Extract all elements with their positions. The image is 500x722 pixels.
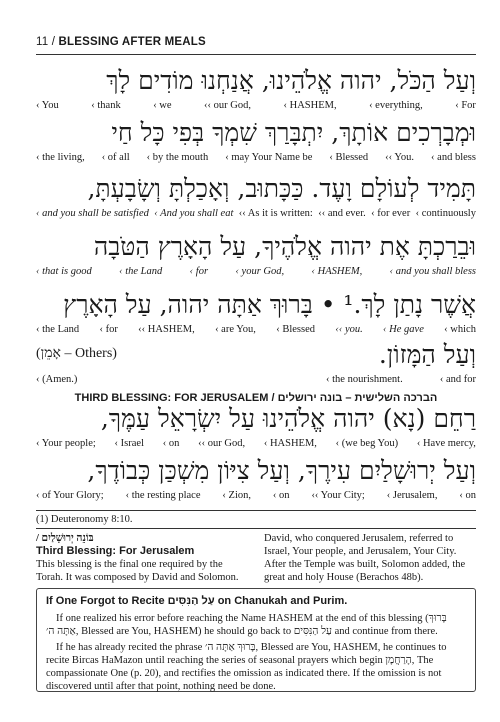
note-box-paragraph-2: If he has already recited the phrase בָּרוּךְ אַתָּה ה׳, Blessed are You, HASHEM, he continues to recite Bircas HaMazon until reaching the series of seasonal prayers which begin הָרַחֲמָן, The compassionate One (p. 20), and rectifies the omission as indicated there. If the omission is not discovered until after that point, nothing need be done. <box>46 642 447 692</box>
hebrew-line-3: תָּמִיד לְעוֹלָם וָעֶד. כַּכָּתוּב, וְאָכַלְתָּ וְשָׂבָעְתָּ, <box>87 174 476 203</box>
page-number: 11 / <box>36 36 56 48</box>
hebrew-line-8: וְעַל יְרוּשָׁלַיִם עִירֶךָ, וְעַל צִיּוֹן מִשְׁכַּן כְּבוֹדֶךָ, <box>87 456 476 485</box>
note-box-title: If One Forgot to Recite עַל הַנִּסִּים on Chanukah and Purim. <box>46 595 348 607</box>
hebrew-line-7: רַחֵם (נָא) יהוה אֱלֹהֵינוּ עַל יִשְׂרָאֵל עַמֶּךָ, <box>100 404 476 433</box>
header-rule <box>36 54 476 55</box>
gloss-line-2: ‹ the living, ‹ of all ‹ by the mouth ‹ may Your Name be ‹ Blessed ‹‹ You. ‹ and bless <box>36 152 476 163</box>
gloss-line-8: ‹ of Your Glory; ‹ the resting place ‹ Zion, ‹ on ‹‹ Your City; ‹ Jerusalem, ‹ on <box>36 490 476 501</box>
hebrew-line-5: אֲשֶׁר נָתַן לָךְ.¹ • בָּרוּךְ אַתָּה יהוה, עַל הָאָרֶץ <box>63 290 476 319</box>
gloss-line-6: ‹ the nourishment. ‹ and for <box>326 374 476 385</box>
commentary-right-text: David, who conquered Jerusalem, referred to Israel, Your people, and Jerusalem, Your City. After the Temple was built, Solomon added, the great and holy House (Berachos 48b). <box>264 533 466 583</box>
hebrew-line-2: וּמְבָרְכִים אוֹתָךְ, יִתְבָּרַךְ שִׁמְךָ בְּפִי כָּל חַי <box>111 118 476 147</box>
section-heading-en: THIRD BLESSING: FOR JERUSALEM / <box>74 392 275 404</box>
amen-response: (אָמֵן – Others) <box>36 346 117 361</box>
gloss-line-1: ‹ You ‹ thank ‹ we ‹‹ our God, ‹ HASHEM, ‹ everything, ‹ For <box>36 100 476 111</box>
section-heading <box>36 392 476 404</box>
footnote-rule <box>36 510 476 511</box>
gloss-line-5: ‹ the Land ‹ for ‹‹ HASHEM, ‹ are You, ‹ Blessed ‹‹ you. ‹ He gave ‹ which <box>36 324 476 335</box>
page <box>36 0 476 722</box>
note-box-paragraph-1: If one realized his error before reaching the Name HASHEM at the end of this blessing (בָּרוּךְ אַתָּה ה׳, Blessed are You, HASHEM) he should go back to עַל הַנִּסִּים and continue from there. <box>46 613 447 637</box>
commentary-right <box>264 532 476 584</box>
hebrew-line-6: וְעַל הַמָּזוֹן. <box>378 340 476 369</box>
gloss-line-3: ‹ and you shall be satisfied ‹ And you shall eat ‹‹ As it is written: ‹‹ and ever. ‹ for ever ‹ continuously <box>36 208 476 219</box>
running-header <box>36 36 476 48</box>
commentary-title-en: Third Blessing: For Jerusalem <box>36 545 195 557</box>
hebrew-line-4: וּבֵרַכְתָּ אֶת יהוה אֱלֹהֶיךָ, עַל הָאָרֶץ הַטֹּבָה <box>93 232 476 261</box>
commentary-rule <box>36 528 476 529</box>
gloss-amen: ‹ (Amen.) <box>36 374 78 385</box>
gloss-line-7: ‹ Your people; ‹ Israel ‹ on ‹‹ our God, ‹ HASHEM, ‹ (we beg You) ‹ Have mercy, <box>36 438 476 449</box>
gloss-line-4: ‹ that is good ‹ the Land ‹ for ‹ your God, ‹ HASHEM, ‹ and you shall bless <box>36 266 476 277</box>
commentary-title-heb: בּוֹנֵה יְרוּשָׁלַיִם / <box>36 533 94 544</box>
section-heading-heb: הברכה השלישית – בונה ירושלים <box>277 392 438 404</box>
hebrew-line-1: וְעַל הַכֹּל, יהוה אֱלֹהֵינוּ, אֲנַחְנוּ מוֹדִים לָךְ <box>106 66 476 95</box>
commentary-left <box>36 532 248 584</box>
footnote: (1) Deuteronomy 8:10. <box>36 514 133 525</box>
note-box <box>36 588 476 692</box>
commentary-left-text: This blessing is the final one required by the Torah. It was composed by David and Solomon. <box>36 559 239 583</box>
header-title: BLESSING AFTER MEALS <box>58 36 206 48</box>
